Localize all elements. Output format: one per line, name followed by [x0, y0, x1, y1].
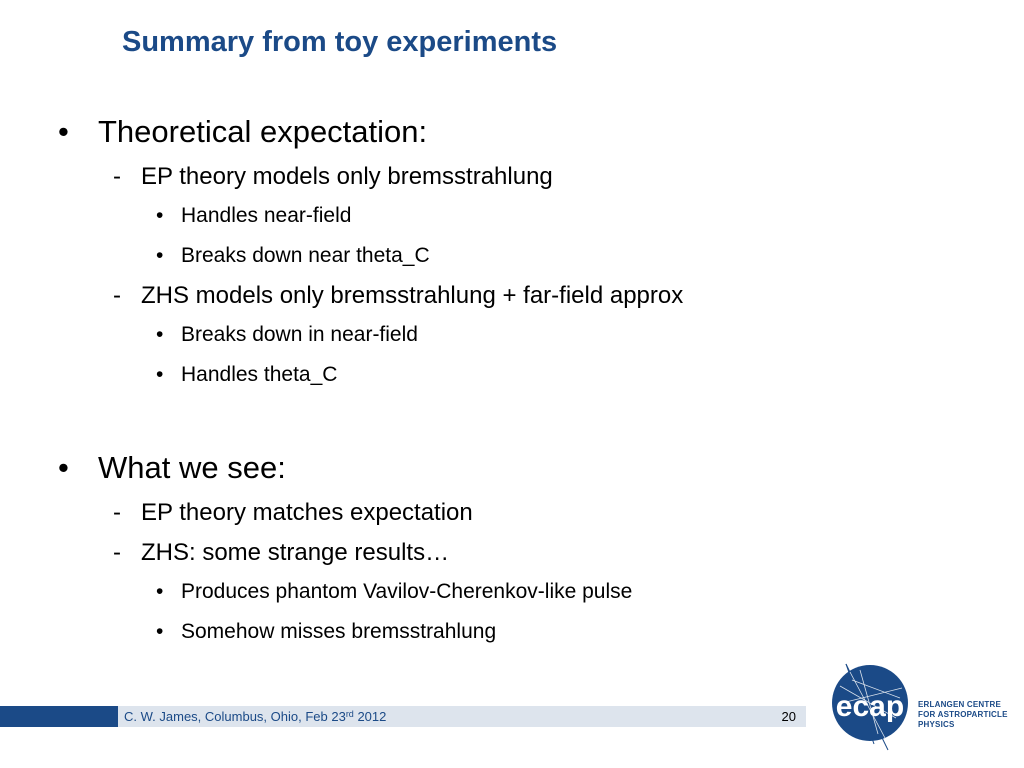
item-text: Produces phantom Vavilov-Cherenkov-like pulse — [181, 580, 633, 603]
footer-year: 2012 — [353, 709, 387, 724]
footer-author-text: C. W. James, Columbus, Ohio, Feb 23 — [124, 709, 346, 724]
logo-wordmark: ecap — [835, 690, 905, 723]
bullet-marker: • — [156, 323, 164, 346]
item-text: Handles near-field — [181, 204, 352, 227]
bullet-marker: • — [58, 450, 69, 485]
dash-marker: - — [113, 163, 121, 190]
bullet-text: What we see: — [98, 450, 286, 485]
logo-caption-line: ERLANGEN CENTRE — [918, 700, 1002, 709]
subbullet-text: EP theory matches expectation — [141, 499, 473, 526]
logo-caption-line: FOR ASTROPARTICLE — [918, 710, 1008, 719]
item-text: Breaks down near theta_C — [181, 244, 430, 267]
logo-caption-line: PHYSICS — [918, 720, 955, 729]
item-text: Somehow misses bremsstrahlung — [181, 620, 497, 643]
bullet-marker: • — [156, 244, 164, 267]
slide-title: Summary from toy experiments — [122, 26, 558, 58]
dash-marker: - — [113, 282, 121, 309]
subbullet-text: ZHS models only bremsstrahlung + far-field approx — [141, 282, 684, 309]
subbullet-text: EP theory models only bremsstrahlung — [141, 163, 553, 190]
item-text: Breaks down in near-field — [181, 323, 418, 346]
bullet-marker: • — [156, 580, 164, 603]
subbullet-text: ZHS: some strange results… — [141, 539, 450, 566]
bullet-text: Theoretical expectation: — [98, 114, 428, 149]
dash-marker: - — [113, 499, 121, 526]
footer-author — [124, 709, 386, 724]
footer-accent-bar — [0, 706, 118, 727]
bullet-marker: • — [156, 620, 164, 643]
bullet-marker: • — [58, 114, 69, 149]
footer-date-suffix: rd — [345, 709, 354, 719]
bullet-marker: • — [156, 363, 164, 386]
item-text: Handles theta_C — [181, 363, 338, 386]
logo-caption — [918, 700, 1008, 730]
page-number: 20 — [781, 709, 796, 724]
bullet-marker: • — [156, 204, 164, 227]
dash-marker: - — [113, 539, 121, 566]
